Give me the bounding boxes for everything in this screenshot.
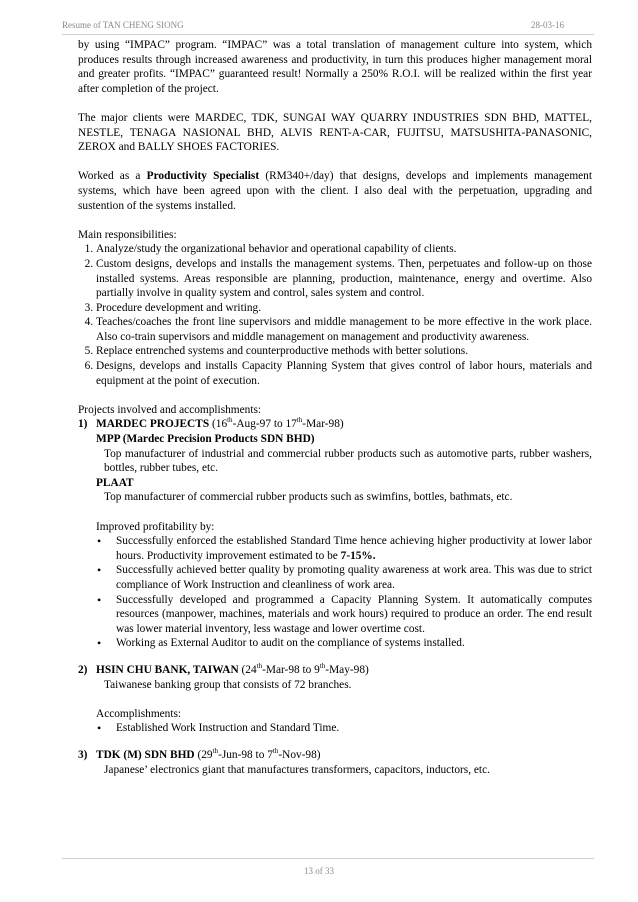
dates-end: -Mar-98) bbox=[302, 418, 344, 431]
dates-end: -May-98) bbox=[325, 663, 369, 676]
subproject-description: Top manufacturer of industrial and commercial rubber products such as automotive parts, rubber washers, bottles, rubber tubes, etc. bbox=[104, 447, 592, 475]
footer-divider bbox=[62, 858, 594, 859]
ordinal-suffix: th bbox=[272, 747, 279, 756]
dates-mid: -Jun-98 to 7 bbox=[218, 748, 273, 761]
header-date: 28-03-16 bbox=[531, 20, 564, 30]
bullet-item bbox=[116, 593, 592, 637]
role-before: Worked as a bbox=[78, 170, 147, 183]
bullet-item bbox=[116, 563, 592, 592]
dates-mid: -Aug-97 to 17 bbox=[232, 418, 297, 431]
ordinal-suffix: th bbox=[296, 416, 303, 425]
header-resume-name: Resume of TAN CHENG SIONG bbox=[62, 20, 184, 30]
dates-mid: -Mar-98 to 9 bbox=[262, 663, 320, 676]
subproject-description: Top manufacturer of commercial rubber products such as swimfins, bottles, bathmats, etc. bbox=[104, 491, 513, 504]
accomplishments-list bbox=[78, 721, 592, 736]
document-body bbox=[78, 38, 592, 777]
responsibility-item: 4. Teaches/coaches the front line supervisors and middle management to be more effective in the work place. Also co-train supervisors and middle management on management and productivity awareness. bbox=[96, 315, 592, 344]
accomplishments-heading: Accomplishments: bbox=[96, 707, 182, 720]
responsibility-item: 1. Analyze/study the organizational behavior and operational capability of clients. bbox=[96, 242, 592, 257]
responsibility-item: 2. Custom designs, develops and installs the management systems. Then, perpetuates and follow-up on those installed systems. Areas responsible are planning, production, maintenance, energy and overtime. Also partially involve in quality system and control, sales system and control. bbox=[96, 257, 592, 301]
project-number: 2) bbox=[78, 663, 88, 676]
bullet-text: Successfully developed and programmed a Capacity Planning System. It automatically computes resources (manpower, machines, materials and work hours) required to produce an order. The end result was lower material inventory, less wastage and lower overtime cost. bbox=[116, 593, 592, 635]
project-1-heading bbox=[78, 417, 592, 432]
role-title: Productivity Specialist bbox=[146, 170, 260, 183]
ordinal-suffix: th bbox=[212, 747, 219, 756]
project-number: 3) bbox=[78, 748, 88, 761]
bullet-bold: 7-15% bbox=[340, 549, 373, 562]
ordinal-suffix: th bbox=[319, 662, 326, 671]
subproject-title: PLAAT bbox=[96, 476, 134, 489]
role-paragraph bbox=[78, 169, 592, 213]
project-number: 1) bbox=[78, 418, 88, 431]
ordinal-suffix: th bbox=[256, 662, 263, 671]
bullet-item bbox=[116, 534, 592, 563]
project-3-heading bbox=[78, 748, 592, 763]
bullet-item bbox=[116, 636, 592, 651]
page-number: 13 of 33 bbox=[304, 866, 334, 876]
project-name: MARDEC PROJECTS bbox=[96, 418, 210, 431]
dates-open: (24 bbox=[238, 663, 257, 676]
responsibility-item: 3. Procedure development and writing. bbox=[96, 301, 592, 316]
project-2-heading bbox=[78, 663, 592, 678]
project-name: HSIN CHU BANK, TAIWAN bbox=[96, 663, 239, 676]
improvements-list bbox=[78, 534, 592, 651]
project-description: Japanese’ electronics giant that manufactures transformers, capacitors, inductors, etc. bbox=[104, 763, 490, 776]
project-dates bbox=[209, 418, 344, 430]
projects-heading: Projects involved and accomplishments: bbox=[78, 403, 262, 416]
bullet-tail: . bbox=[372, 549, 376, 562]
dates-open: ( bbox=[209, 418, 216, 431]
page-header bbox=[62, 14, 594, 35]
ordinal-suffix: th bbox=[227, 416, 233, 425]
project-dates bbox=[195, 749, 321, 761]
dates-day: 16 bbox=[215, 418, 228, 431]
role-after: (RM340+/day) that designs, develops and implements management systems, which have been agreed upon with the client. I also deal with the perpetuation, upgrading and sustention of the systems installed. bbox=[78, 170, 593, 212]
intro-paragraph: by using “IMPAC” program. “IMPAC” was a total translation of management culture into system, which produces results through increased awareness and productivity, in turn this produces higher management moral and greater profits. “IMPAC” guaranteed result! Normally a 250% R.O.I. will be realized within the first year after completion of the project. bbox=[78, 39, 592, 95]
responsibilities-heading: Main responsibilities: bbox=[78, 228, 177, 241]
clients-paragraph: The major clients were MARDEC, TDK, SUNGAI WAY QUARRY INDUSTRIES SDN BHD, MATTEL, NESTLE, TENAGA NASIONAL BHD, ALVIS RENT-A-CAR, FUJITSU, MATSUSHITA-PANASONIC, ZEROX and BALLY SHOES FACTORIES. bbox=[78, 111, 592, 154]
dates-end: -Nov-98) bbox=[278, 748, 321, 761]
bullet-item: • Established Work Instruction and Standard Time. bbox=[116, 721, 592, 736]
dates-open: (29 bbox=[194, 748, 213, 761]
responsibility-item: 5. Replace entrenched systems and counterproductive methods with better solutions. bbox=[96, 344, 592, 359]
subproject-title: MPP (Mardec Precision Products SDN BHD) bbox=[96, 433, 315, 446]
project-dates bbox=[239, 664, 369, 676]
improved-heading: Improved profitability by: bbox=[96, 520, 215, 533]
project-description: Taiwanese banking group that consists of 72 branches. bbox=[104, 678, 352, 691]
bullet-text: Successfully achieved better quality by promoting quality awareness at work area. This was due to strict compliance of Work Instruction and cleanliness of work area. bbox=[116, 564, 592, 591]
bullet-text: Successfully enforced the established Standard Time hence achieving higher productivity at lower labor hours. Productivity improvement estimated to be bbox=[116, 535, 592, 562]
project-name: TDK (M) SDN BHD bbox=[96, 748, 195, 761]
responsibility-item: 6. Designs, develops and installs Capacity Planning System that gives control of labor hours, materials and equipment at the point of execution. bbox=[96, 359, 592, 388]
responsibilities-list bbox=[78, 242, 592, 388]
bullet-text: Working as External Auditor to audit on the compliance of systems installed. bbox=[116, 637, 465, 650]
